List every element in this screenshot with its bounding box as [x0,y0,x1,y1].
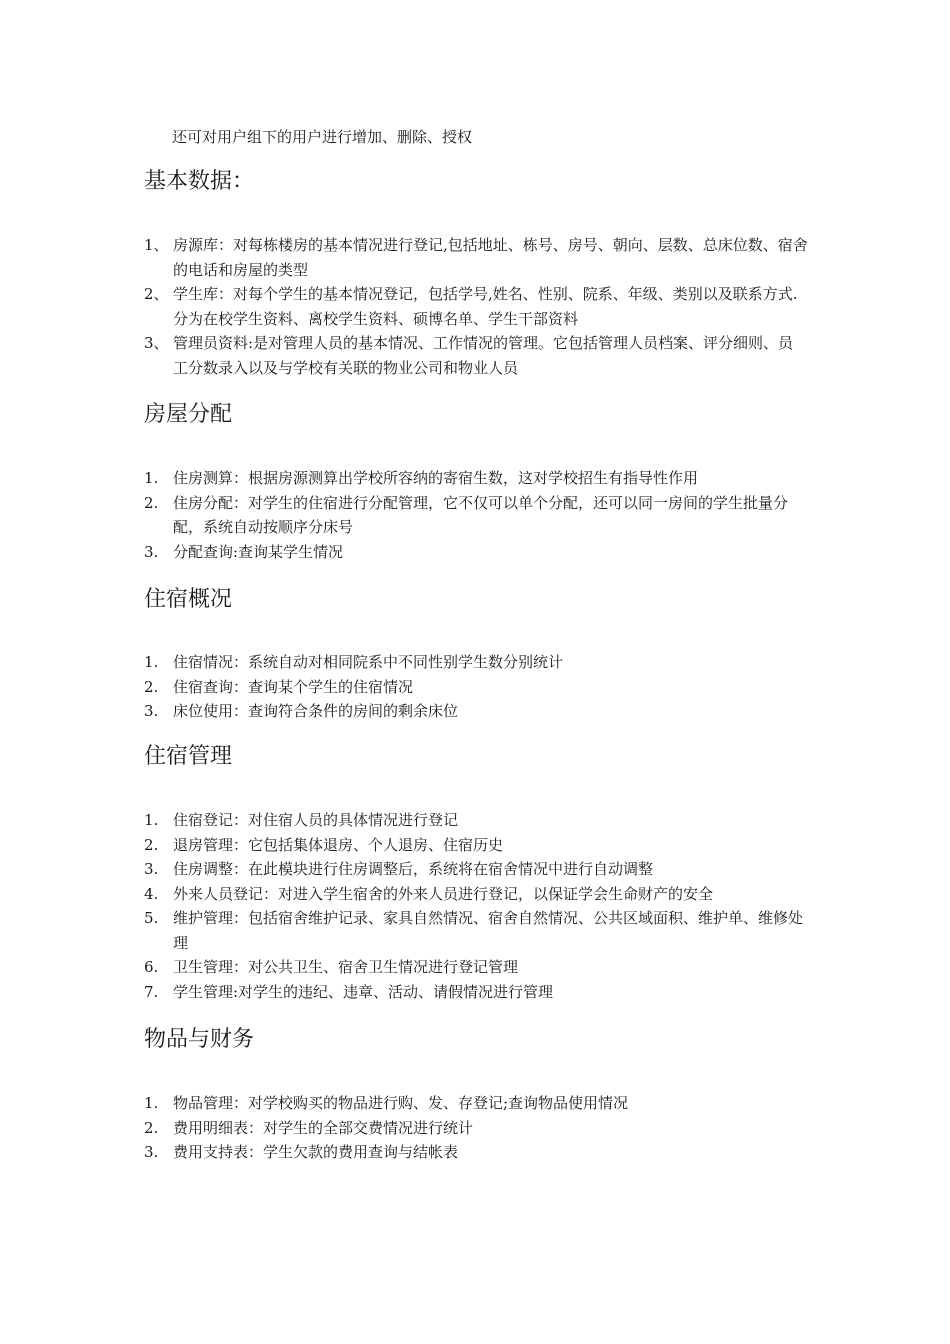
list-item [144,857,808,882]
list-text: 住房分配：对学生的住宿进行分配管理，它不仅可以单个分配，还可以同一房间的学生批量分配，系统自动按顺序分床号 [173,493,789,536]
list-number: 3、 [144,334,169,352]
list-item [144,540,808,565]
list-number: 1. [144,653,159,671]
list-text: 卫生管理：对公共卫生、宿舍卫生情况进行登记管理 [173,958,519,976]
list-item [144,955,808,980]
list-text: 管理员资料:是对管理人员的基本情况、工作情况的管理。它包括管理人员档案、评分细则、员工分数录入以及与学校有关联的物业公司和物业人员 [173,334,794,377]
list-text: 分配查询:查询某学生情况 [173,542,344,561]
list-number: 2、 [144,285,169,303]
housing-allocation-list [144,466,808,564]
list-text: 房源库：对每栋楼房的基本情况进行登记,包括地址、栋号、房号、朝向、层数、总床位数、宿舍的电话和房屋的类型 [173,236,808,279]
list-item [144,906,808,955]
basic-data-list [144,233,808,380]
list-item [144,833,808,858]
intro-line: 还可对用户组下的用户进行增加、删除、授权 [172,128,473,146]
list-item [144,1116,808,1141]
list-item [144,808,808,833]
list-number: 1. [144,469,159,487]
list-item [144,331,808,380]
section-heading-accommodation-management: 住宿管理 [144,744,233,769]
list-text: 费用支持表：学生欠款的费用查询与结帐表 [173,1143,459,1161]
list-text: 住房调整：在此模块进行住房调整后，系统将在宿舍情况中进行自动调整 [173,860,654,878]
list-number: 3. [144,1143,159,1161]
list-text: 住房测算：根据房源测算出学校所容纳的寄宿生数，这对学校招生有指导性作用 [173,469,699,487]
list-number: 2. [144,835,159,854]
list-number: 2. [144,1118,159,1137]
list-item [144,675,808,700]
list-text: 学生管理:对学生的违纪、违章、活动、请假情况进行管理 [173,982,554,1001]
list-item [144,980,808,1005]
list-text: 费用明细表：对学生的全部交费情况进行统计 [173,1118,474,1137]
goods-and-finance-list [144,1091,808,1165]
list-text: 外来人员登记：对进入学生宿舍的外来人员进行登记，以保证学会生命财产的安全 [173,884,714,903]
list-item [144,650,808,675]
accommodation-overview-list [144,650,808,724]
list-item [144,699,808,724]
list-text: 住宿登记：对住宿人员的具体情况进行登记 [173,811,459,829]
list-number: 2. [144,493,159,512]
section-heading-basic-data: 基本数据： [144,169,255,194]
list-item [144,882,808,907]
list-number: 5. [144,909,159,927]
list-item [144,491,808,540]
list-number: 1. [144,811,159,829]
list-number: 7. [144,982,159,1001]
list-text: 床位使用：查询符合条件的房间的剩余床位 [173,702,459,720]
list-text: 物品管理：对学校购买的物品进行购、发、存登记;查询物品使用情况 [173,1094,629,1112]
list-number: 1、 [144,236,169,254]
list-number: 1. [144,1094,159,1112]
list-text: 退房管理：它包括集体退房、个人退房、住宿历史 [173,835,504,854]
list-number: 3. [144,860,159,878]
list-text: 学生库：对每个学生的基本情况登记，包括学号,姓名、性别、院系、年级、类别以及联系方式.分为在校学生资料、离校学生资料、硕博名单、学生干部资料 [173,285,798,328]
list-number: 3. [144,542,159,561]
list-number: 3. [144,702,159,720]
list-number: 2. [144,677,159,696]
list-number: 6. [144,958,159,976]
section-heading-goods-and-finance: 物品与财务 [144,1027,255,1052]
list-number: 4. [144,884,159,903]
list-item [144,1091,808,1116]
list-item [144,1140,808,1165]
accommodation-management-list [144,808,808,1004]
list-item [144,466,808,491]
section-heading-accommodation-overview: 住宿概况 [144,587,233,612]
list-text: 住宿查询：查询某个学生的住宿情况 [173,677,414,696]
list-item [144,282,808,331]
list-text: 住宿情况：系统自动对相同院系中不同性别学生数分别统计 [173,653,564,671]
section-heading-housing-allocation: 房屋分配 [144,402,233,427]
list-item [144,233,808,282]
list-text: 维护管理：包括宿舍维护记录、家具自然情况、宿舍自然情况、公共区域面积、维护单、维修处理 [173,909,804,952]
